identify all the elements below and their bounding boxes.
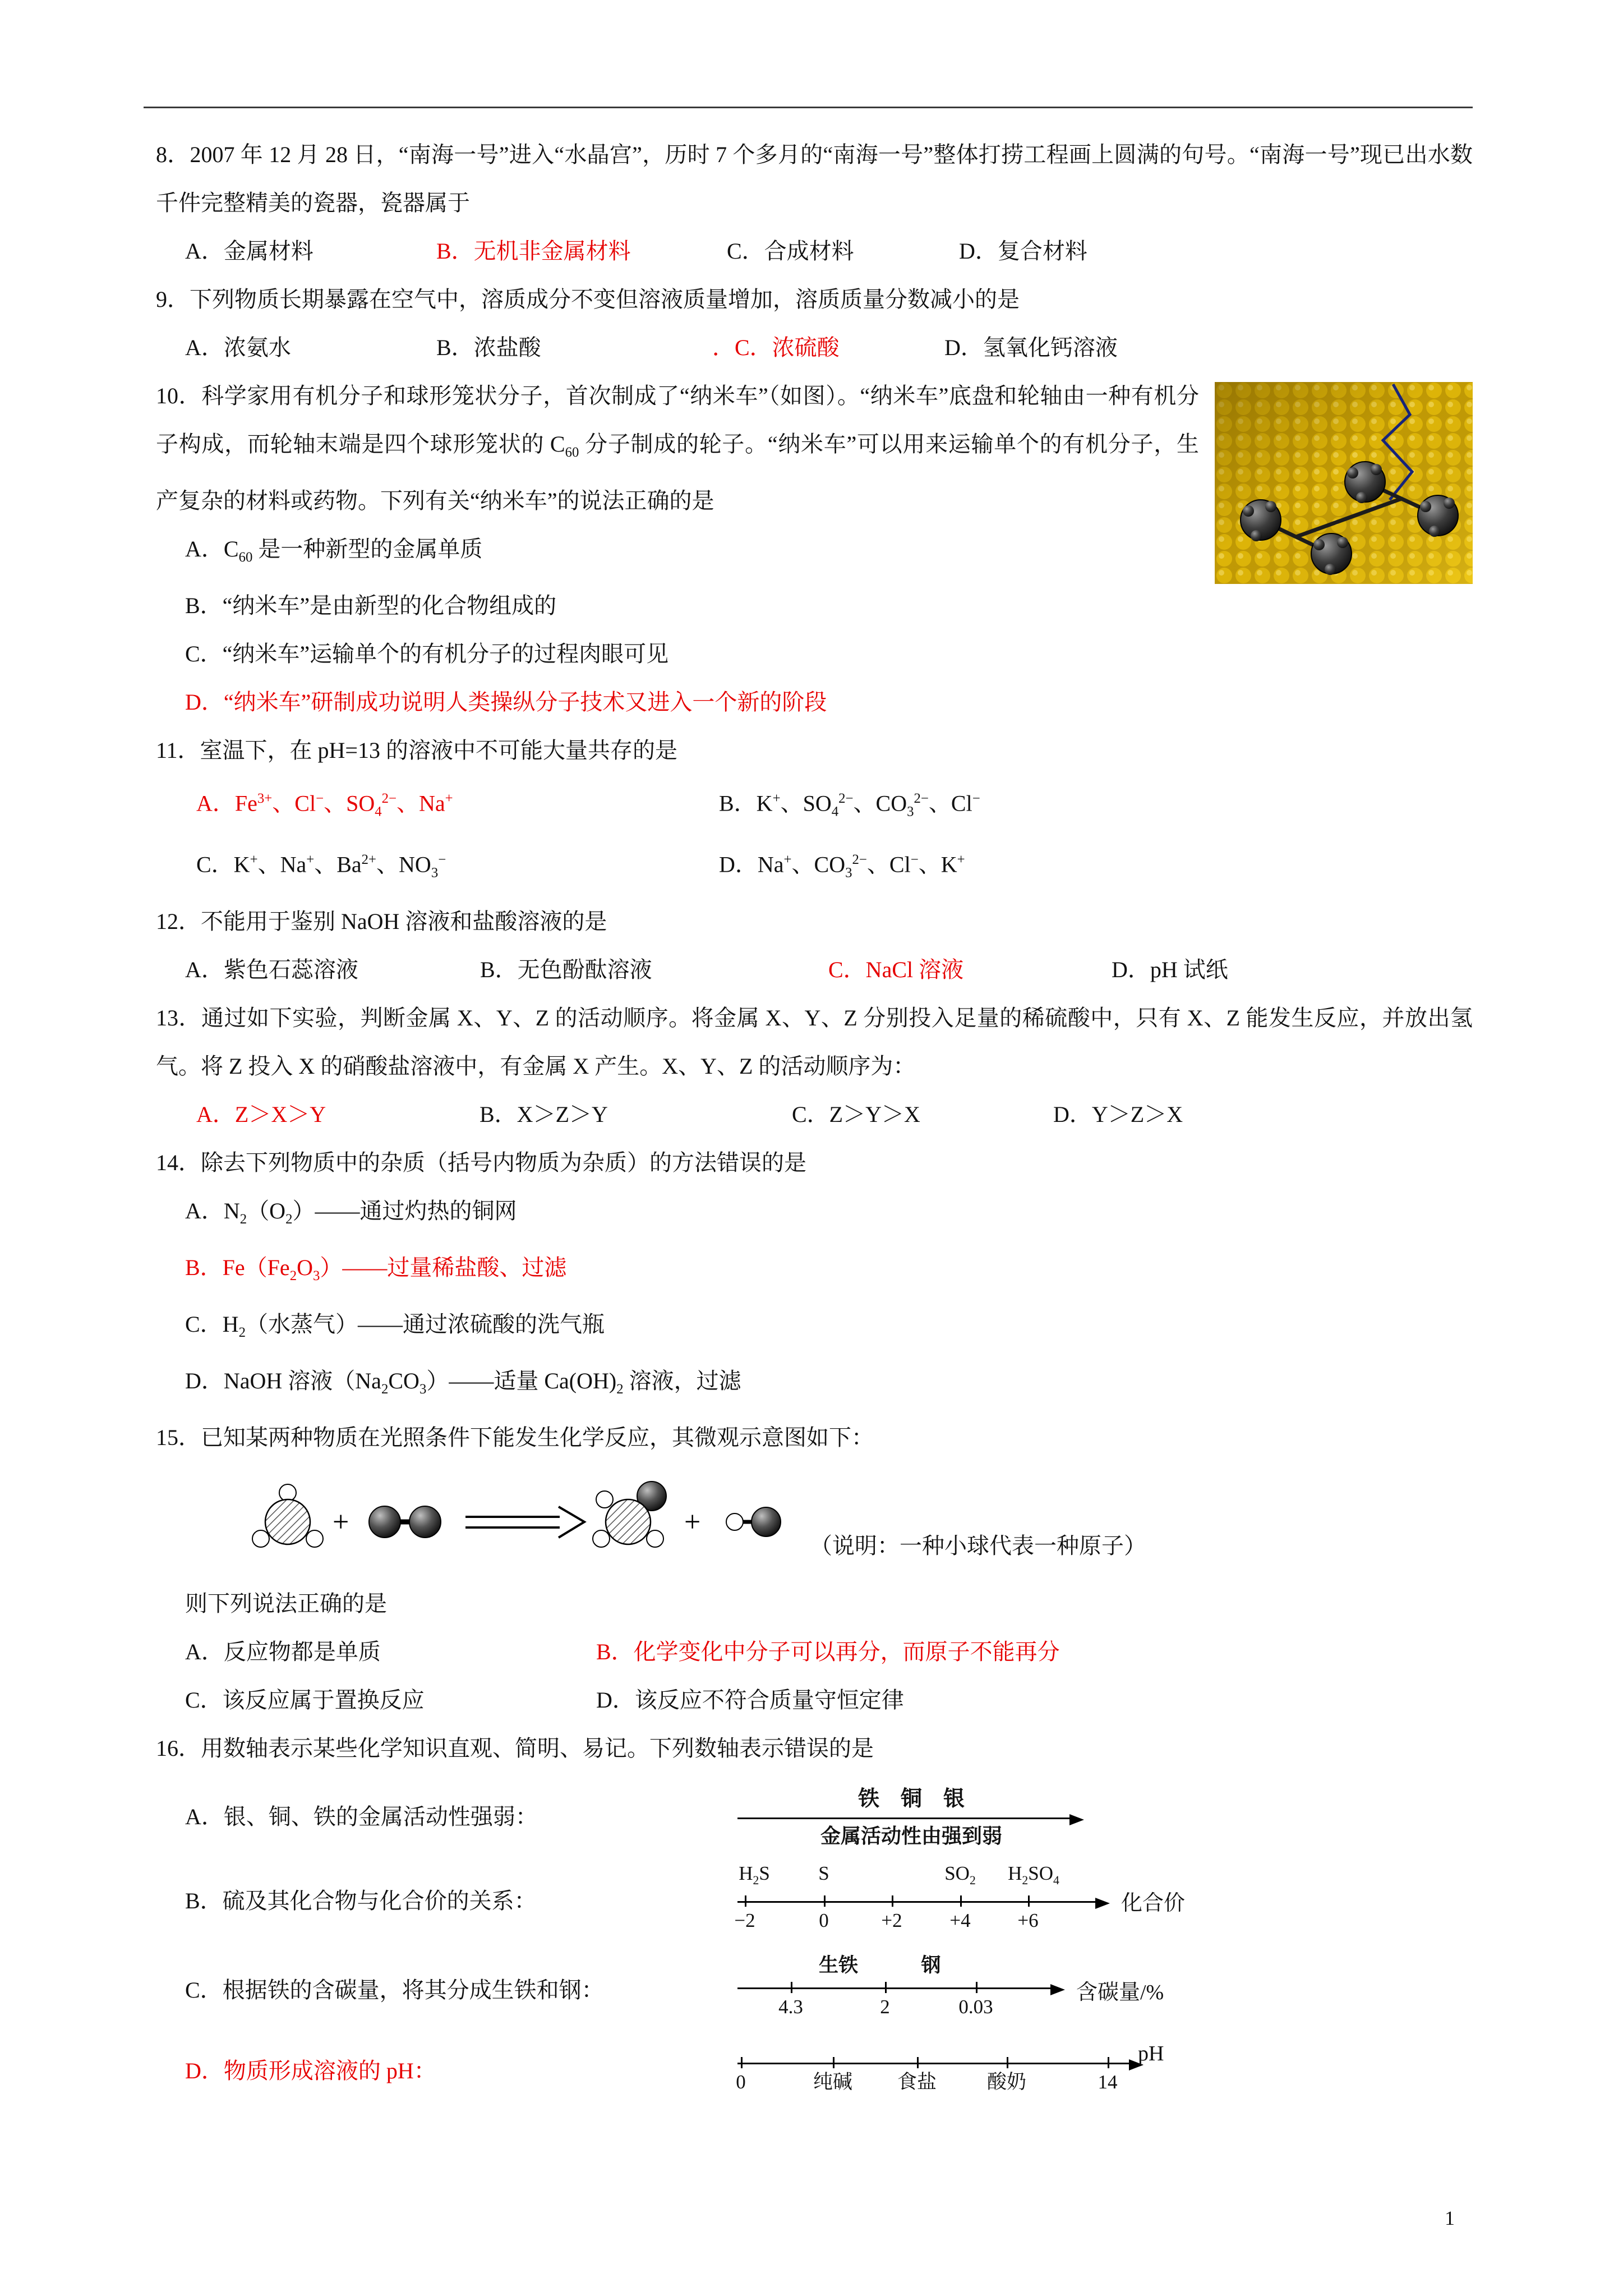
option-11d: D．Na+、$CO_3^{2-}$、Cl−、K+ xyxy=(719,852,965,881)
option-15c: C．该反应属于置换反应 xyxy=(185,1687,425,1713)
valence-tick-3: +4 xyxy=(949,1909,971,1931)
question-16 xyxy=(156,1724,1473,2102)
nanocar-image xyxy=(1215,382,1473,584)
question-13 xyxy=(156,994,1473,1139)
reaction-micro-diagram xyxy=(223,1469,1473,1575)
option-8a: A．金属材料 xyxy=(185,238,313,264)
reaction-diagram-svg xyxy=(223,1469,790,1575)
steel-label: 钢 xyxy=(921,1954,941,1976)
option-12a: A．紫色石蕊溶液 xyxy=(185,956,358,982)
species-h2s: $H_2S$ xyxy=(739,1862,770,1887)
svg-text:+: + xyxy=(333,1506,349,1538)
question-15-options-row2 xyxy=(156,1676,1473,1724)
species-so2: $SO_2$ xyxy=(944,1862,976,1887)
option-14b: B．$Fe(Fe_2O_3)——$过量稀盐酸、过滤 xyxy=(185,1254,567,1283)
metal-activity-diagram xyxy=(737,1786,1085,1848)
option-10b: B．“纳米车”是由新型的化合物组成的 xyxy=(185,593,557,618)
axis-arrow-line xyxy=(737,2063,1130,2064)
question-12 xyxy=(156,898,1473,994)
option-14a: A．$N_2(O_2)——$通过灼热的铜网 xyxy=(185,1198,517,1227)
ph-tick-2: 食盐 xyxy=(897,2070,937,2093)
option-15b: B．化学变化中分子可以再分，而原子不能再分 xyxy=(596,1639,1060,1664)
ph-axis-label: pH xyxy=(1138,2041,1164,2065)
question-15 xyxy=(156,1414,1473,1724)
question-14 xyxy=(156,1139,1473,1414)
ph-tick-0: 0 xyxy=(736,2070,746,2093)
question-15-options-row1 xyxy=(156,1628,1473,1676)
species-s: S xyxy=(818,1862,829,1884)
option-11c: C．K+、Na+、$Ba^{2+}$、$NO_3^-$ xyxy=(196,852,446,881)
option-11b: B．K+、$SO_4^{2-}$、$CO_3^{2-}$、Cl− xyxy=(719,790,980,820)
header-divider xyxy=(144,107,1473,108)
option-9d: D．氢氧化钙溶液 xyxy=(944,335,1118,360)
question-13-options xyxy=(156,1091,1473,1139)
option-9c: ．C．浓硫酸 xyxy=(712,335,840,360)
question-9 xyxy=(156,275,1473,372)
question-8-stem: 8．2007 年 12 月 28 日，“南海一号”进入“水晶宫”，历时 7 个多月的“南海一号”整体打捞工程画上圆满的句号。“南海一号”现已出水数千件完整精美的瓷器，瓷器属于 xyxy=(156,142,1473,215)
option-10d: D．“纳米车”研制成功说明人类操纵分子技术又进入一个新的阶段 xyxy=(185,689,827,715)
valence-tick-0: −2 xyxy=(734,1909,755,1931)
valence-tick-4: +6 xyxy=(1017,1909,1039,1931)
valence-tick-2: +2 xyxy=(881,1909,902,1931)
option-9a: A．浓氨水 xyxy=(185,335,291,360)
carbon-tick-2: 0.03 xyxy=(958,1995,993,2018)
question-9-options xyxy=(156,324,1473,372)
carbon-tick-0: 4.3 xyxy=(778,1995,803,2018)
question-10 xyxy=(156,372,1473,726)
question-16-option-b xyxy=(156,1862,1473,1940)
svg-text:+: + xyxy=(684,1506,701,1538)
diagram-note: （说明：一种小球代表一种原子） xyxy=(810,1533,1146,1558)
option-11a: A．$Fe^{3+}$、Cl−、$SO_4^{2-}$、Na+ xyxy=(196,790,453,820)
ph-tick-3: 酸奶 xyxy=(986,2070,1027,2093)
option-9b: B．浓盐酸 xyxy=(436,335,541,360)
valence-axis-label: 化合价 xyxy=(1121,1892,1186,1916)
question-16-option-c xyxy=(156,1954,1473,2027)
question-13-stem: 13．通过如下实验，判断金属 X、Y、Z 的活动顺序。将金属 X、Y、Z 分别投入足量的稀硫酸中，只有 X、Z 能发生反应，并放出氢气。将 Z 投入 X 的硝酸盐溶液中，有金属 X 产生。X、Y、Z 的活动顺序为： xyxy=(156,1005,1473,1079)
question-12-stem: 12．不能用于鉴别 NaOH 溶液和盐酸溶液的是 xyxy=(156,908,607,934)
option-16a-label: A．银、铜、铁的金属活动性强弱： xyxy=(185,1804,538,1830)
question-8 xyxy=(156,131,1473,275)
option-10a: A．$C_{60}$ 是一种新型的金属单质 xyxy=(185,536,483,565)
page-number: 1 xyxy=(1445,2207,1455,2229)
question-9-stem: 9．下列物质长期暴露在空气中，溶质成分不变但溶液质量增加，溶质质量分数减小的是 xyxy=(156,287,1020,312)
option-12d: D．pH 试纸 xyxy=(1112,956,1228,982)
option-13a: A．Z＞X＞Y xyxy=(196,1101,326,1127)
option-13c: C．Z＞Y＞X xyxy=(792,1101,920,1127)
option-15d: D．该反应不符合质量守恒定律 xyxy=(596,1687,904,1713)
valence-tick-1: 0 xyxy=(819,1909,829,1931)
question-14-stem: 14．除去下列物质中的杂质（括号内物质为杂质）的方法错误的是 xyxy=(156,1149,806,1175)
axis-arrow-line xyxy=(737,1901,1096,1903)
question-8-options xyxy=(156,227,1473,275)
axis-arrow-line xyxy=(737,1818,1071,1819)
question-12-options xyxy=(156,946,1473,994)
species-h2so4: $H_2SO_4$ xyxy=(1008,1862,1059,1887)
question-10-stem: 10．科学家用有机分子和球形笼状分子，首次制成了“纳米车”（如图）。“纳米车”底盘和轮轴由一种有机分子构成，而轮轴末端是四个球形笼状的 $C_{60}$ 分子制成的轮子。“纳米车”可以用来运输单个的有机分子，生产复杂的材料或药物。下列有关“纳米车”的说法正确的是 xyxy=(156,383,1199,513)
question-11-options-row1 xyxy=(156,775,1473,836)
option-8c: C．合成材料 xyxy=(727,238,854,264)
option-13d: D．Y＞Z＞X xyxy=(1053,1101,1183,1127)
pig-iron-label: 生铁 xyxy=(818,1954,859,1976)
option-15a: A．反应物都是单质 xyxy=(185,1639,381,1664)
option-13b: B．X＞Z＞Y xyxy=(479,1101,608,1127)
option-8d: D．复合材料 xyxy=(959,238,1087,264)
option-14d: D．NaOH 溶液$(Na_2CO_3)——$适量 $Ca(OH)_2$ 溶液，过滤 xyxy=(185,1368,741,1397)
iron-carbon-diagram xyxy=(737,1954,1052,2027)
metal-activity-caption: 金属活动性由强到弱 xyxy=(820,1824,1002,1847)
question-11-stem: 11．室温下，在 pH=13 的溶液中不可能大量共存的是 xyxy=(156,738,677,763)
question-16-option-d xyxy=(156,2040,1473,2102)
option-16b-label: B．硫及其化合物与化合价的关系： xyxy=(185,1888,537,1913)
axis-arrow-line xyxy=(737,1987,1052,1989)
question-15-stem: 15．已知某两种物质在光照条件下能发生化学反应，其微观示意图如下： xyxy=(156,1424,874,1450)
question-16-stem: 16．用数轴表示某些化学知识直观、简明、易记。下列数轴表示错误的是 xyxy=(156,1735,874,1761)
ph-tick-4: 14 xyxy=(1098,2070,1118,2093)
metal-activity-elements: 铁 铜 银 xyxy=(857,1787,965,1811)
carbon-axis-label: 含碳量/% xyxy=(1076,1981,1164,2005)
ph-tick-1: 纯碱 xyxy=(813,2070,853,2093)
question-16-option-a xyxy=(156,1786,1473,1848)
question-11 xyxy=(156,726,1473,898)
option-12c: C．NaCl 溶液 xyxy=(828,956,964,982)
question-11-options-row2 xyxy=(156,836,1473,897)
option-14c: C．$H_2$（水蒸气）——通过浓硫酸的洗气瓶 xyxy=(185,1311,605,1340)
option-10c: C．“纳米车”运输单个的有机分子的过程肉眼可见 xyxy=(185,641,669,666)
carbon-tick-1: 2 xyxy=(880,1995,890,2018)
ph-diagram xyxy=(736,2040,1164,2102)
sulfur-valence-diagram xyxy=(734,1862,1096,1940)
question-15-follow: 则下列说法正确的是 xyxy=(185,1590,387,1616)
option-8b: B．无机非金属材料 xyxy=(436,238,631,264)
option-12b: B．无色酚酞溶液 xyxy=(480,956,652,982)
option-16c-label: C．根据铁的含碳量，将其分成生铁和钢： xyxy=(185,1977,604,2003)
option-16d-label: D．物质形成溶液的 pH： xyxy=(185,2058,436,2083)
